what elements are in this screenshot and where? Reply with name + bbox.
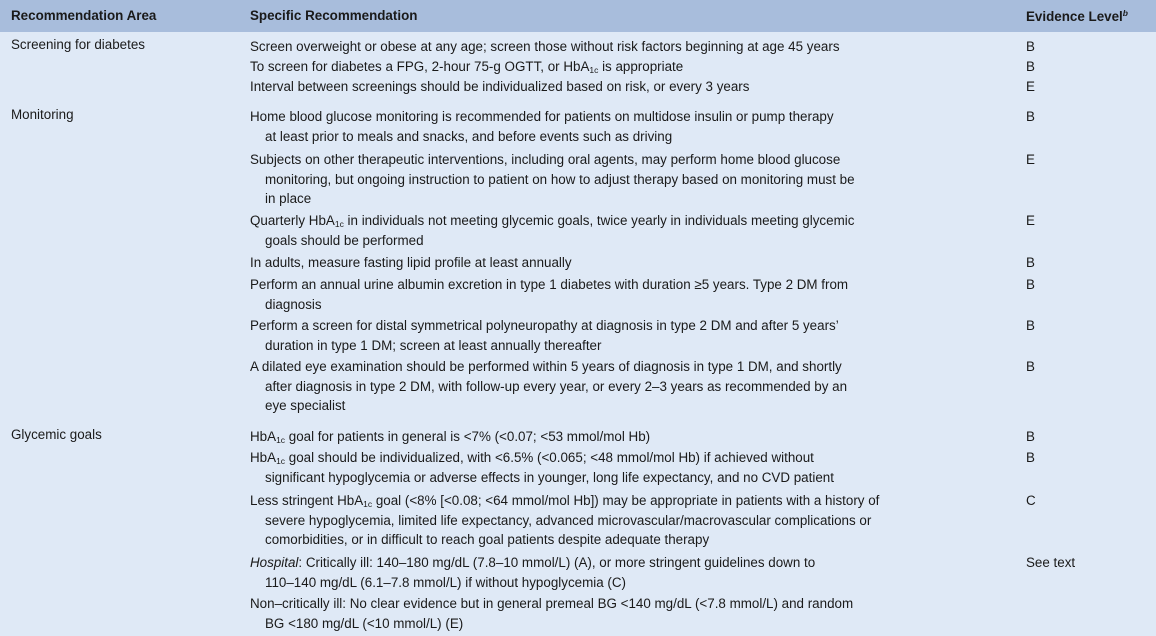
- recommendation-text: Perform a screen for distal symmetrical polyneuropathy at diagnosis in type 2 DM and after 5 years’ duration in type 1 DM; screen at least annually thereafter: [250, 318, 839, 353]
- recommendation-text: In adults, measure fasting lipid profile at least annually: [250, 255, 572, 270]
- recommendation-text: HbA$_{1c}$ goal should be individualized, with <6.5% (<0.065; <48 mmol/mol Hb) if achieved without significant hypoglycemia or adverse effects in younger, long life expectancy, and no CVD patient: [250, 450, 834, 485]
- header-recommendation-area: Recommendation Area: [11, 8, 157, 23]
- evidence-level: B: [1026, 39, 1035, 54]
- evidence-level: B: [1026, 359, 1035, 374]
- recommendation-text: Less stringent HbA$_{1c}$ goal (<8% [<0.08; <64 mmol/mol Hb]) may be appropriate in patients with a history of severe hypoglycemia, limited life expectancy, advanced microvascular/macrovascular complications or comorbidities, or in difficult to reach goal patients despite adequate therapy: [250, 493, 880, 547]
- evidence-level: B: [1026, 255, 1035, 270]
- evidence-level: E: [1026, 213, 1035, 228]
- evidence-level: E: [1026, 152, 1035, 167]
- header-evidence-level: Evidence Level$^b$: [1026, 8, 1128, 24]
- area-monitoring: Monitoring: [11, 107, 74, 122]
- header-evidence-footnote: b: [1122, 8, 1128, 18]
- recommendation-text: Quarterly HbA$_{1c}$ in individuals not meeting glycemic goals, twice yearly in individuals meeting glycemic goals should be performed: [250, 213, 855, 248]
- evidence-level: B: [1026, 277, 1035, 292]
- recommendation-text: Interval between screenings should be individualized based on risk, or every 3 years: [250, 79, 750, 94]
- recommendation-text: Subjects on other therapeutic interventions, including oral agents, may perform home blood glucose monitoring, but ongoing instruction to patient on how to adjust therapy based on monitoring must be in place: [250, 152, 855, 206]
- header-specific-recommendation: Specific Recommendation: [250, 8, 418, 23]
- recommendation-text: Hospital: Critically ill: 140–180 mg/dL (7.8–10 mmol/L) (A), or more stringent guidelines down to 110–140 mg/dL (6.1–7.8 mmol/L) if without hypoglycemia (C): [250, 555, 816, 590]
- area-glycemic-goals: Glycemic goals: [11, 427, 102, 442]
- evidence-level: E: [1026, 79, 1035, 94]
- evidence-level: See text: [1026, 555, 1076, 570]
- evidence-level: B: [1026, 318, 1035, 333]
- area-screening: Screening for diabetes: [11, 37, 145, 52]
- recommendation-text: A dilated eye examination should be performed within 5 years of diagnosis in type 1 DM, and shortly after diagnosis in type 2 DM, with follow-up every year, or every 2–3 years as recommended by an eye specialist: [250, 359, 848, 413]
- recommendation-text: Screen overweight or obese at any age; screen those without risk factors beginning at age 45 years: [250, 39, 840, 54]
- evidence-level: C: [1026, 493, 1036, 508]
- table-header: [0, 0, 1156, 32]
- evidence-level: B: [1026, 429, 1035, 444]
- recommendation-text: Perform an annual urine albumin excretion in type 1 diabetes with duration ≥5 years. Type 2 DM from diagnosis: [250, 277, 849, 312]
- recommendation-text: HbA$_{1c}$ goal for patients in general is <7% (<0.07; <53 mmol/mol Hb): [250, 429, 651, 445]
- evidence-level: B: [1026, 59, 1035, 74]
- evidence-level: B: [1026, 450, 1035, 465]
- recommendation-text: Non–critically ill: No clear evidence but in general premeal BG <140 mg/dL (<7.8 mmol/L) and random BG <180 mg/dL (<10 mmol/L) (E): [250, 596, 854, 631]
- recommendation-text: Home blood glucose monitoring is recommended for patients on multidose insulin or pump therapy at least prior to meals and snacks, and before events such as driving: [250, 109, 834, 144]
- recommendation-text: To screen for diabetes a FPG, 2-hour 75-g OGTT, or HbA$_{1c}$ is appropriate: [250, 59, 684, 75]
- evidence-level: B: [1026, 109, 1035, 124]
